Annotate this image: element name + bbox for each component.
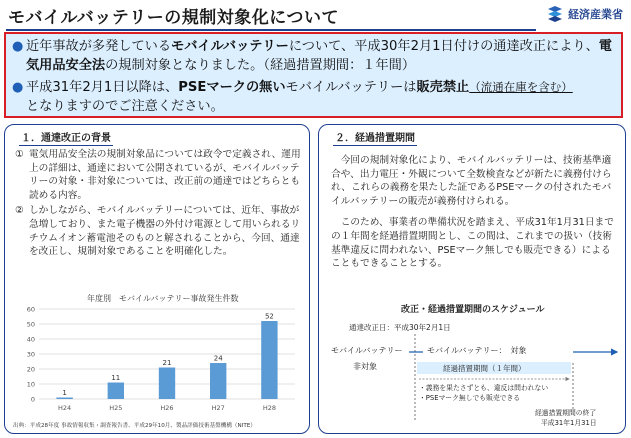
before-label: モバイルバッテリー xyxy=(331,346,403,355)
transition-panel xyxy=(318,124,626,434)
meti-logo xyxy=(546,5,623,23)
background-item-2 xyxy=(15,204,303,258)
period-note-2: ・PSEマーク無しでも販売できる xyxy=(419,394,521,402)
page-title: モバイルバッテリーの規制対象化について xyxy=(8,8,339,28)
y-tick-label: 50 xyxy=(26,320,35,329)
title-underline xyxy=(6,29,536,31)
after-label: モバイルバッテリー： 対象 xyxy=(427,346,527,355)
period-end-label-1: 経過措置期間の終了 xyxy=(535,409,597,417)
notice-banner xyxy=(4,32,623,118)
data-label: 21 xyxy=(162,359,172,367)
chart-title: 年度別 モバイルバッテリー事故発生件数 xyxy=(87,294,239,303)
bullet-icon: ● xyxy=(12,39,24,54)
period-end-label-2: 平成31年1月31日 xyxy=(541,419,597,427)
data-label: 52 xyxy=(264,312,274,321)
revision-date-label: 通達改正日：平成30年2月1日 xyxy=(349,323,451,332)
meti-logo-icon xyxy=(546,5,564,23)
notice-text: モバイルバッテリーは xyxy=(285,80,417,95)
before-status: 非対象 xyxy=(353,362,377,371)
x-tick-label: H27 xyxy=(211,404,225,412)
source-note: 出典：平成28年度 事故情報収集・調査報告書、平成29年10月、製品評価技術基盤機構（NITE） xyxy=(13,423,256,429)
background-heading: １．通達改正の背景 xyxy=(19,129,113,146)
notice-emphasis: モバイルバッテリー xyxy=(171,39,289,54)
item-number: ② xyxy=(15,205,24,217)
x-tick-label: H26 xyxy=(160,404,174,412)
bar xyxy=(210,363,226,399)
notice-point-1 xyxy=(12,37,613,75)
bar xyxy=(108,383,124,400)
item-text: 電気用品安全法の規制対象品については政令で定義され、運用上の詳細は、通達において公開されているが、モバイルバッテリーの対象・非対象については、改正前の通達ではどちらとも読める内容。 xyxy=(29,149,301,201)
data-label: 11 xyxy=(111,374,121,382)
bullet-icon: ● xyxy=(12,80,24,95)
background-item-1 xyxy=(15,148,303,202)
y-tick-label: 20 xyxy=(26,365,35,374)
meti-logo-text: 経済産業省 xyxy=(568,8,623,21)
bar xyxy=(261,321,277,399)
notice-text: について、平成30年2月1日付けの通達改正により、 xyxy=(288,39,599,54)
y-tick-label: 60 xyxy=(26,305,35,314)
item-text: しかしながら、モバイルバッテリーについては、近年、事故が急増しており、また電子機器の外付け電源として用いられるリチウムイオン蓄電池そのものと解されることから、今回、通達を改正し、規制対象であることを明確化した。 xyxy=(29,205,301,258)
y-tick-label: 30 xyxy=(26,350,35,359)
period-note-1: ・義務を果たさずとも、違反は問われない xyxy=(419,384,549,392)
data-label: 24 xyxy=(213,354,223,363)
notice-point-2 xyxy=(12,78,613,116)
transition-heading: ２．経過措置期間 xyxy=(333,129,417,146)
notice-emphasis: PSEマークの無い xyxy=(178,80,286,95)
notice-text: 近年事故が多発している xyxy=(26,39,172,54)
y-tick-label: 10 xyxy=(26,380,35,389)
y-tick-label: 40 xyxy=(26,335,35,344)
transition-period-label: 経過措置期間（１年間） xyxy=(443,364,526,373)
bar xyxy=(159,368,175,400)
notice-point-2-text xyxy=(26,78,573,116)
bar xyxy=(56,398,72,400)
notice-text: となりますのでご注意ください。 xyxy=(26,99,224,114)
notice-text: 平成31年2月1日以降は、 xyxy=(26,80,179,95)
background-panel xyxy=(4,124,310,434)
x-tick-label: H24 xyxy=(58,404,72,412)
notice-point-1-text xyxy=(26,37,613,75)
schedule-title: 改正・経過措置期間のスケジュール xyxy=(401,305,545,315)
item-number: ① xyxy=(15,149,24,160)
notice-underlined: （流通在庫を含む） xyxy=(469,80,573,94)
x-tick-label: H25 xyxy=(109,404,123,412)
transition-paragraph-2: このため、事業者の準備状況を踏まえ、平成31年1月31日までの１年間を経過措置期間とし、この間は、これまでの扱い（技術基準違反に問われない、PSEマーク無しでも販売できる）によることもできることとする。 xyxy=(331,217,614,270)
transition-paragraph-1: 今回の規制対象化により、モバイルバッテリーは、技術基準適合や、出力電圧・外観について全数検査などが新たに義務付けられ、これらの義務を果たした証であるPSEマークの付されたモバイルバッテリーの販売が義務付けられる。 xyxy=(331,155,612,207)
schedule-timeline xyxy=(323,315,621,430)
y-tick-label: 0 xyxy=(30,395,35,404)
accident-bar-chart xyxy=(13,303,303,415)
x-tick-label: H28 xyxy=(262,404,276,412)
data-label: 1 xyxy=(62,389,67,397)
notice-emphasis: 販売禁止 xyxy=(416,80,470,95)
notice-text: の規制対象となりました。（経過措置期間：１年間） xyxy=(105,58,416,73)
notice-emphasis: 電気用品安全法 xyxy=(26,39,612,73)
